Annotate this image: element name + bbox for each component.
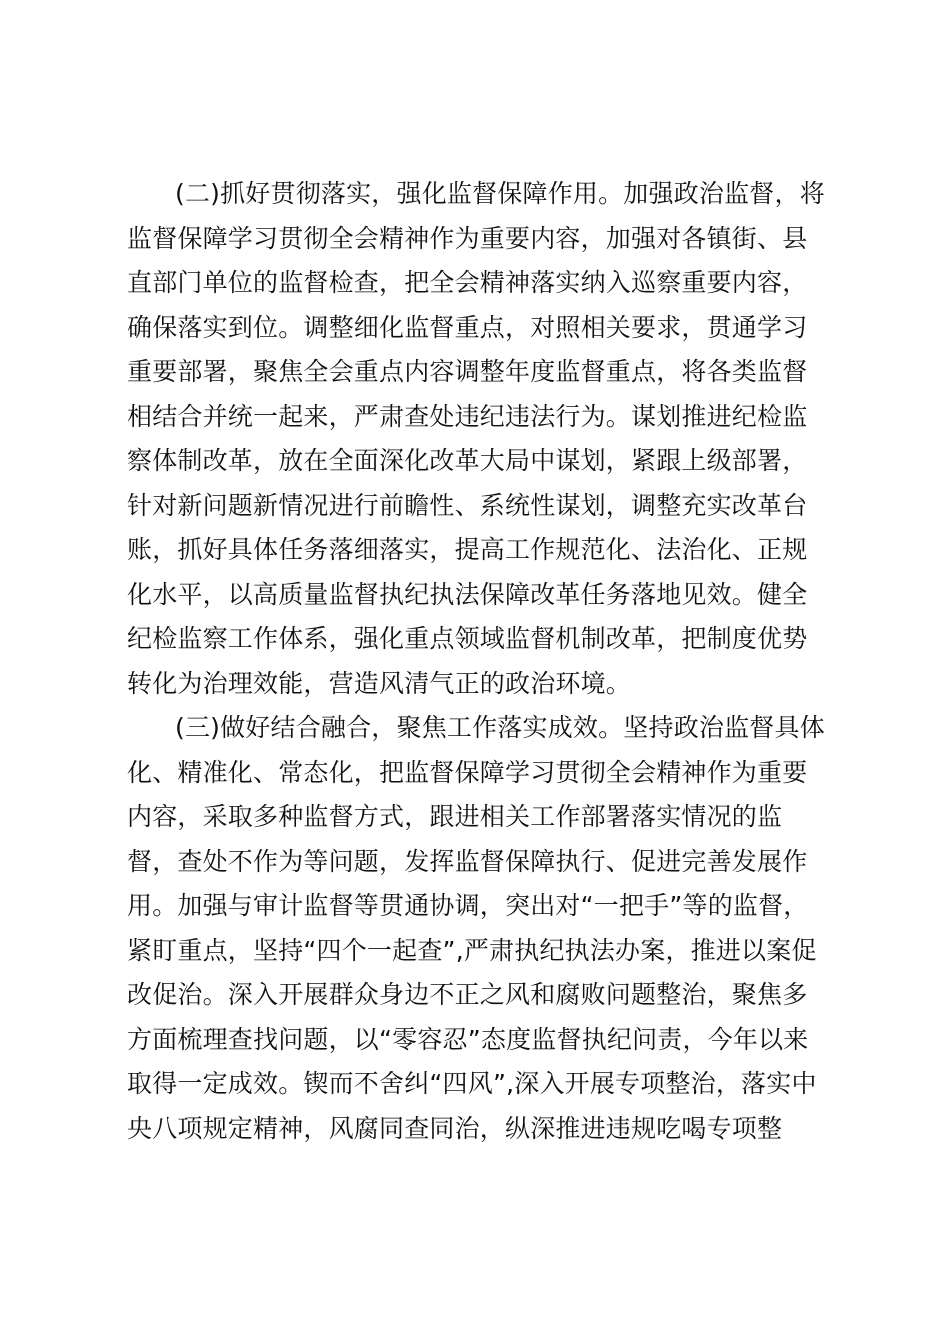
text-line: 内容，采取多种监督方式，跟进相关工作部署落实情况的监 [127,802,783,831]
text-line: 相结合并统一起来，严肃查处违纪违法行为。谋划推进纪检监 [127,401,808,431]
text-line: 确保落实到位。调整细化监督重点，对照相关要求，贯通学习 [127,312,808,342]
text-line: (二)抓好贯彻落实，强化监督保障作用。加强政治监督，将 [175,179,825,208]
text-line: 取得一定成效。锲而不舍纠“四风”,深入开展专项整治，落实中 [127,1069,817,1098]
text-line: 方面梳理查找问题，以“零容忍”态度监督执纪问责，今年以来 [127,1024,809,1054]
text-line: 察体制改革，放在全面深化改革大局中谋划，紧跟上级部署， [127,446,808,475]
text-line: 重要部署，聚焦全会重点内容调整年度监督重点，将各类监督 [127,357,808,386]
text-line: 转化为治理效能，营造风清气正的政治环境。 [127,668,632,698]
text-line: 改促治。深入开展群众身边不正之风和腐败问题整治，聚焦多 [127,980,808,1009]
text-line: 监督保障学习贯彻全会精神作为重要内容，加强对各镇街、县 [127,223,808,253]
document-body [127,172,827,1151]
text-line: (三)做好结合融合，聚焦工作落实成效。坚持政治监督具体 [175,713,825,742]
paragraph-section-3 [127,706,827,1151]
text-line: 账，抓好具体任务落细落实，提高工作规范化、法治化、正规 [127,535,808,564]
text-line: 紧盯重点，坚持“四个一起查”,严肃执纪执法办案，推进以案促 [127,935,817,965]
text-line: 针对新问题新情况进行前瞻性、系统性谋划，调整充实改革台 [127,490,808,520]
text-line: 督，查处不作为等问题，发挥监督保障执行、促进完善发展作 [127,846,808,876]
text-line: 直部门单位的监督检查，把全会精神落实纳入巡察重要内容， [127,268,808,297]
text-line: 化、精准化、常态化，把监督保障学习贯彻全会精神作为重要 [127,757,808,787]
text-line: 央八项规定精神，风腐同查同治，纵深推进违规吃喝专项整 [127,1113,783,1143]
text-line: 纪检监察工作体系，强化重点领域监督机制改革，把制度优势 [127,624,808,653]
text-line: 化水平，以高质量监督执纪执法保障改革任务落地见效。健全 [127,579,808,609]
text-line: 用。加强与审计监督等贯通协调，突出对“一把手”等的监督， [127,891,809,920]
paragraph-section-2 [127,172,827,706]
